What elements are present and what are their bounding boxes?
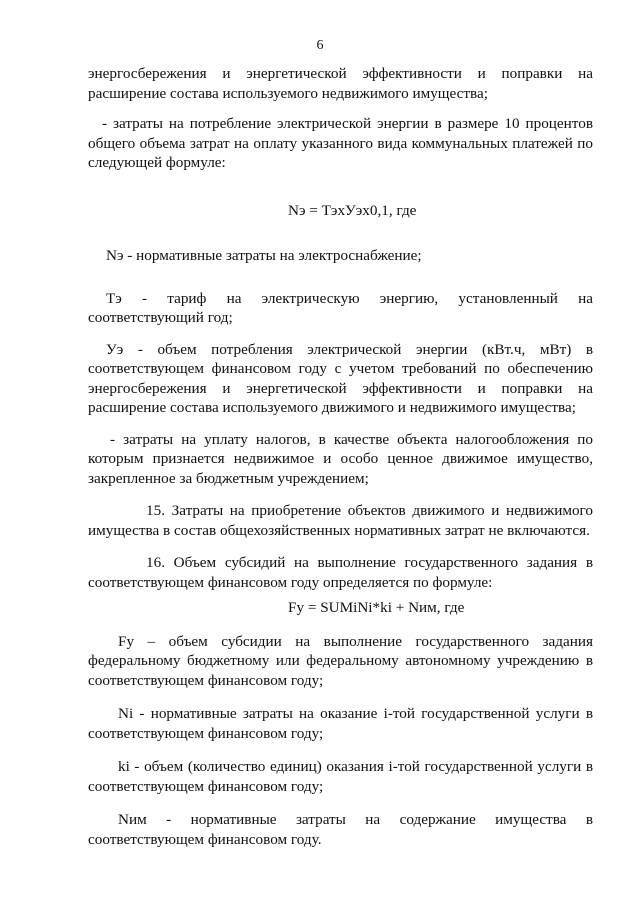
- paragraph-15: 15. Затраты на приобретение объектов движимого и недвижимого имущества в состав общехозяйственных нормативных затрат не включаются.: [88, 502, 593, 539]
- definition-te: Tэ - тариф на электрическую энергию, установленный на соответствующий год;: [88, 289, 593, 326]
- formula-electricity: Nэ = TэxУэx0,1, где: [288, 201, 417, 219]
- document-body: [88, 64, 593, 849]
- definition-ne: Nэ - нормативные затраты на электроснабжение;: [106, 247, 422, 264]
- paragraph-16: 16. Объем субсидий на выполнение государственного задания в соответствующем финансовом году определяется по формуле:: [88, 554, 593, 591]
- definition-nim: Nим - нормативные затраты на содержание имущества в соответствующем финансовом году.: [88, 811, 593, 848]
- paragraph-taxes: - затраты на уплату налогов, в качестве объекта налогообложения по которым признается недвижимое и особо ценное движимое имущество, закрепленное за бюджетным учреждением;: [88, 430, 593, 487]
- definition-ni: Ni - нормативные затраты на оказание i-той государственной услуги в соответствующем финансовом году;: [88, 705, 593, 742]
- definition-fy: Fy – объем субсидии на выполнение государственного задания федеральному бюджетному или федеральному автономному учреждению в соответствующем финансовом году;: [88, 632, 593, 689]
- paragraph-electricity-costs: - затраты на потребление электрической энергии в размере 10 процентов общего объема затрат на оплату указанного вида коммунальных платежей по следующей формуле:: [88, 115, 593, 171]
- definition-ue: Уэ - объем потребления электрической энергии (кВт.ч, мВт) в соответствующем финансовом году с учетом требований по обеспечению энергосбережения и энергетической эффективности и поправки на расширение состава используемого движимого и недвижимого имущества;: [88, 340, 593, 416]
- page-number: 6: [316, 38, 324, 53]
- definition-ki: ki - объем (количество единиц) оказания i-той государственной услуги в соответствующем финансовом году;: [88, 758, 593, 795]
- paragraph-1: энергосбережения и энергетической эффективности и поправки на расширение состава используемого недвижимого имущества;: [88, 65, 593, 102]
- formula-subsidy: Fy = SUMiNi*ki + Nим, где: [288, 599, 465, 616]
